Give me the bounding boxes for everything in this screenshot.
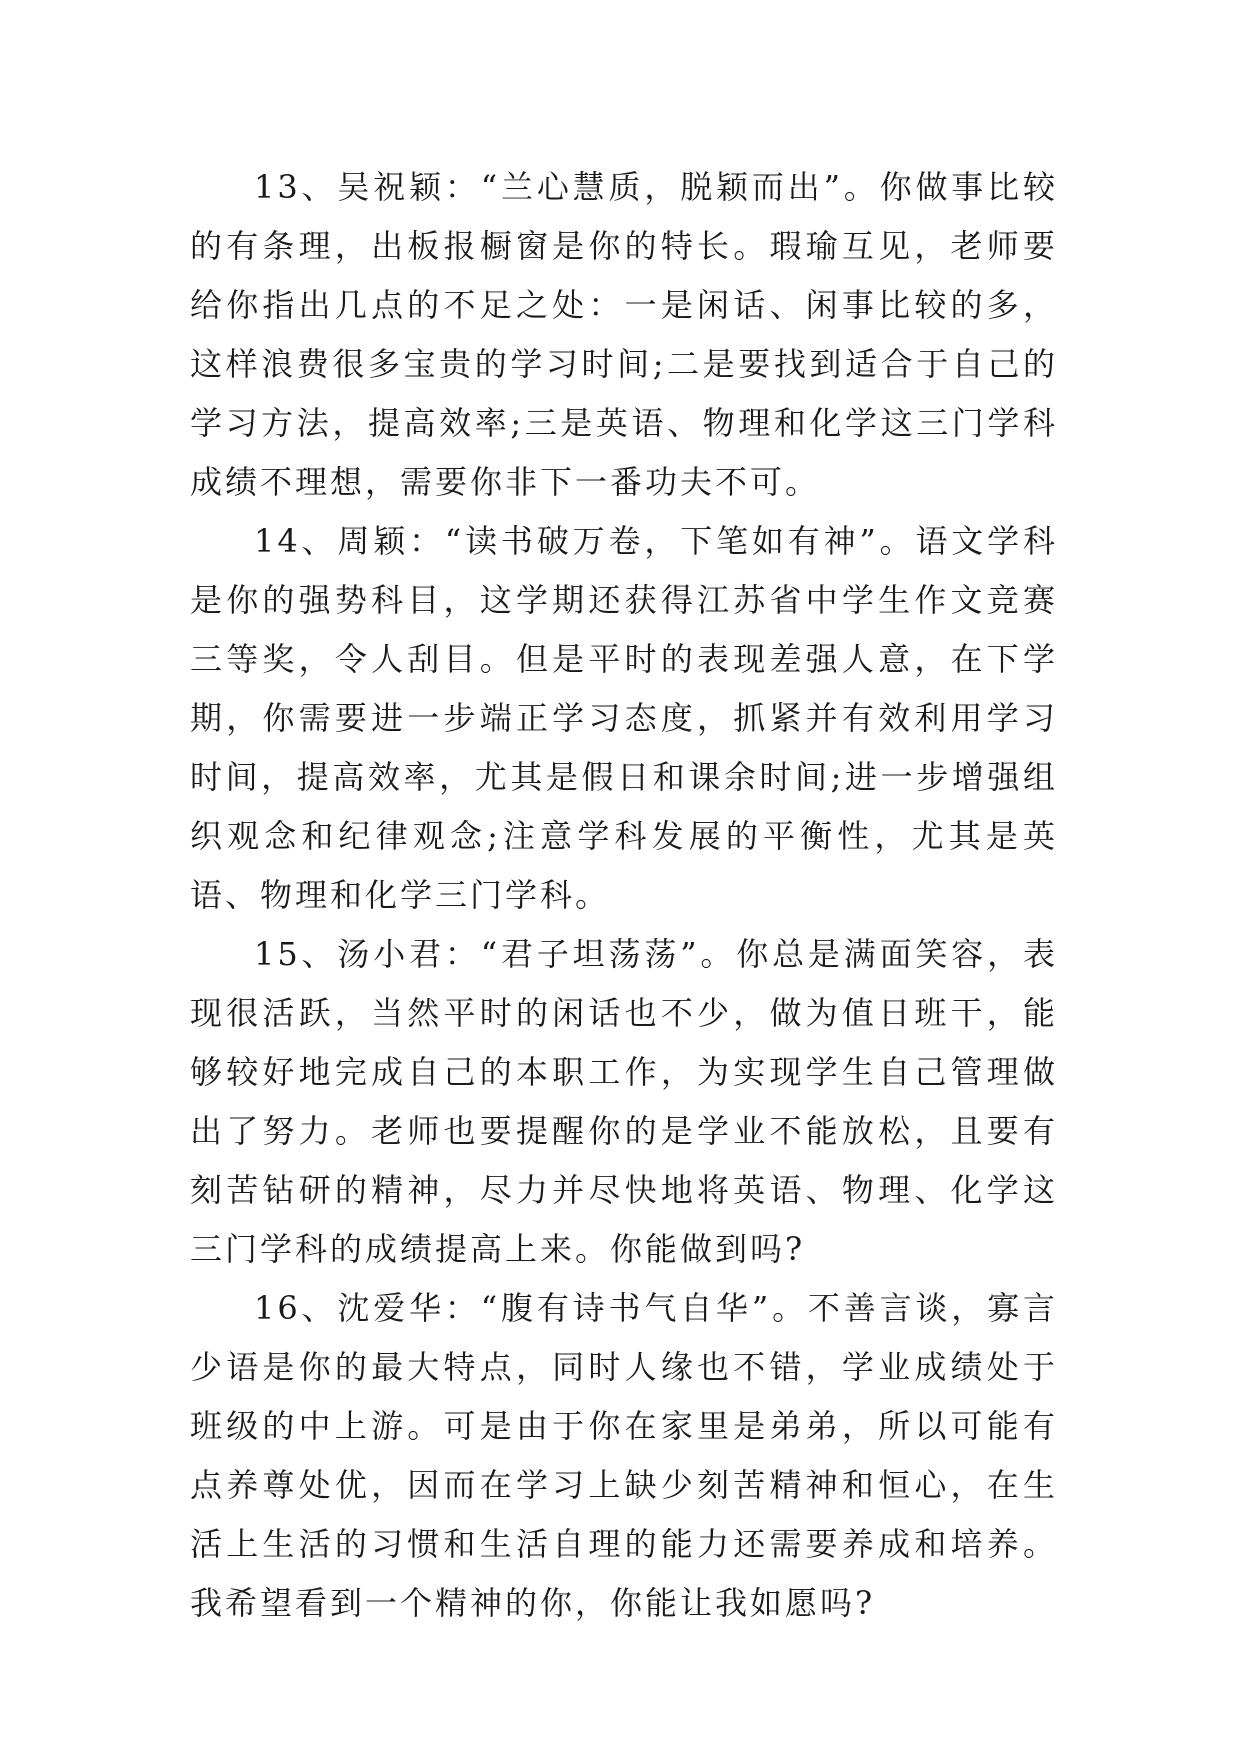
comment-paragraph-15: 15、汤小君：“君子坦荡荡”。你总是满面笑容，表现很活跃，当然平时的闲话也不少，做为值日班干，能够较好地完成自己的本职工作，为实现学生自己管理做出了努力。老师也要提醒你的是学业不能放松，且要有刻苦钻研的精神，尽力并尽快地将英语、物理、化学这三门学科的成绩提高上来。你能做到吗? bbox=[190, 935, 1058, 1268]
comment-paragraph-16: 16、沈爱华：“腹有诗书气自华”。不善言谈，寡言少语是你的最大特点，同时人缘也不错，学业成绩处于班级的中上游。可是由于你在家里是弟弟，所以可能有点养尊处优，因而在学习上缺少刻苦精神和恒心，在生活上生活的习惯和生活自理的能力还需要养成和培养。我希望看到一个精神的你，你能让我如愿吗? bbox=[190, 1289, 1058, 1622]
document-body bbox=[190, 158, 1058, 1633]
comment-paragraph-13: 13、吴祝颖：“兰心慧质，脱颖而出”。你做事比较的有条理，出板报橱窗是你的特长。瑕瑜互见，老师要给你指出几点的不足之处：一是闲话、闲事比较的多，这样浪费很多宝贵的学习时间;二是要找到适合于自己的学习方法，提高效率;三是英语、物理和化学这三门学科成绩不理想，需要你非下一番功夫不可。 bbox=[190, 168, 1058, 501]
comment-paragraph-14: 14、周颖：“读书破万卷，下笔如有神”。语文学科是你的强势科目，这学期还获得江苏省中学生作文竞赛三等奖，令人刮目。但是平时的表现差强人意，在下学期，你需要进一步端正学习态度，抓紧并有效利用学习时间，提高效率，尤其是假日和课余时间;进一步增强组织观念和纪律观念;注意学科发展的平衡性，尤其是英语、物理和化学三门学科。 bbox=[190, 522, 1058, 914]
